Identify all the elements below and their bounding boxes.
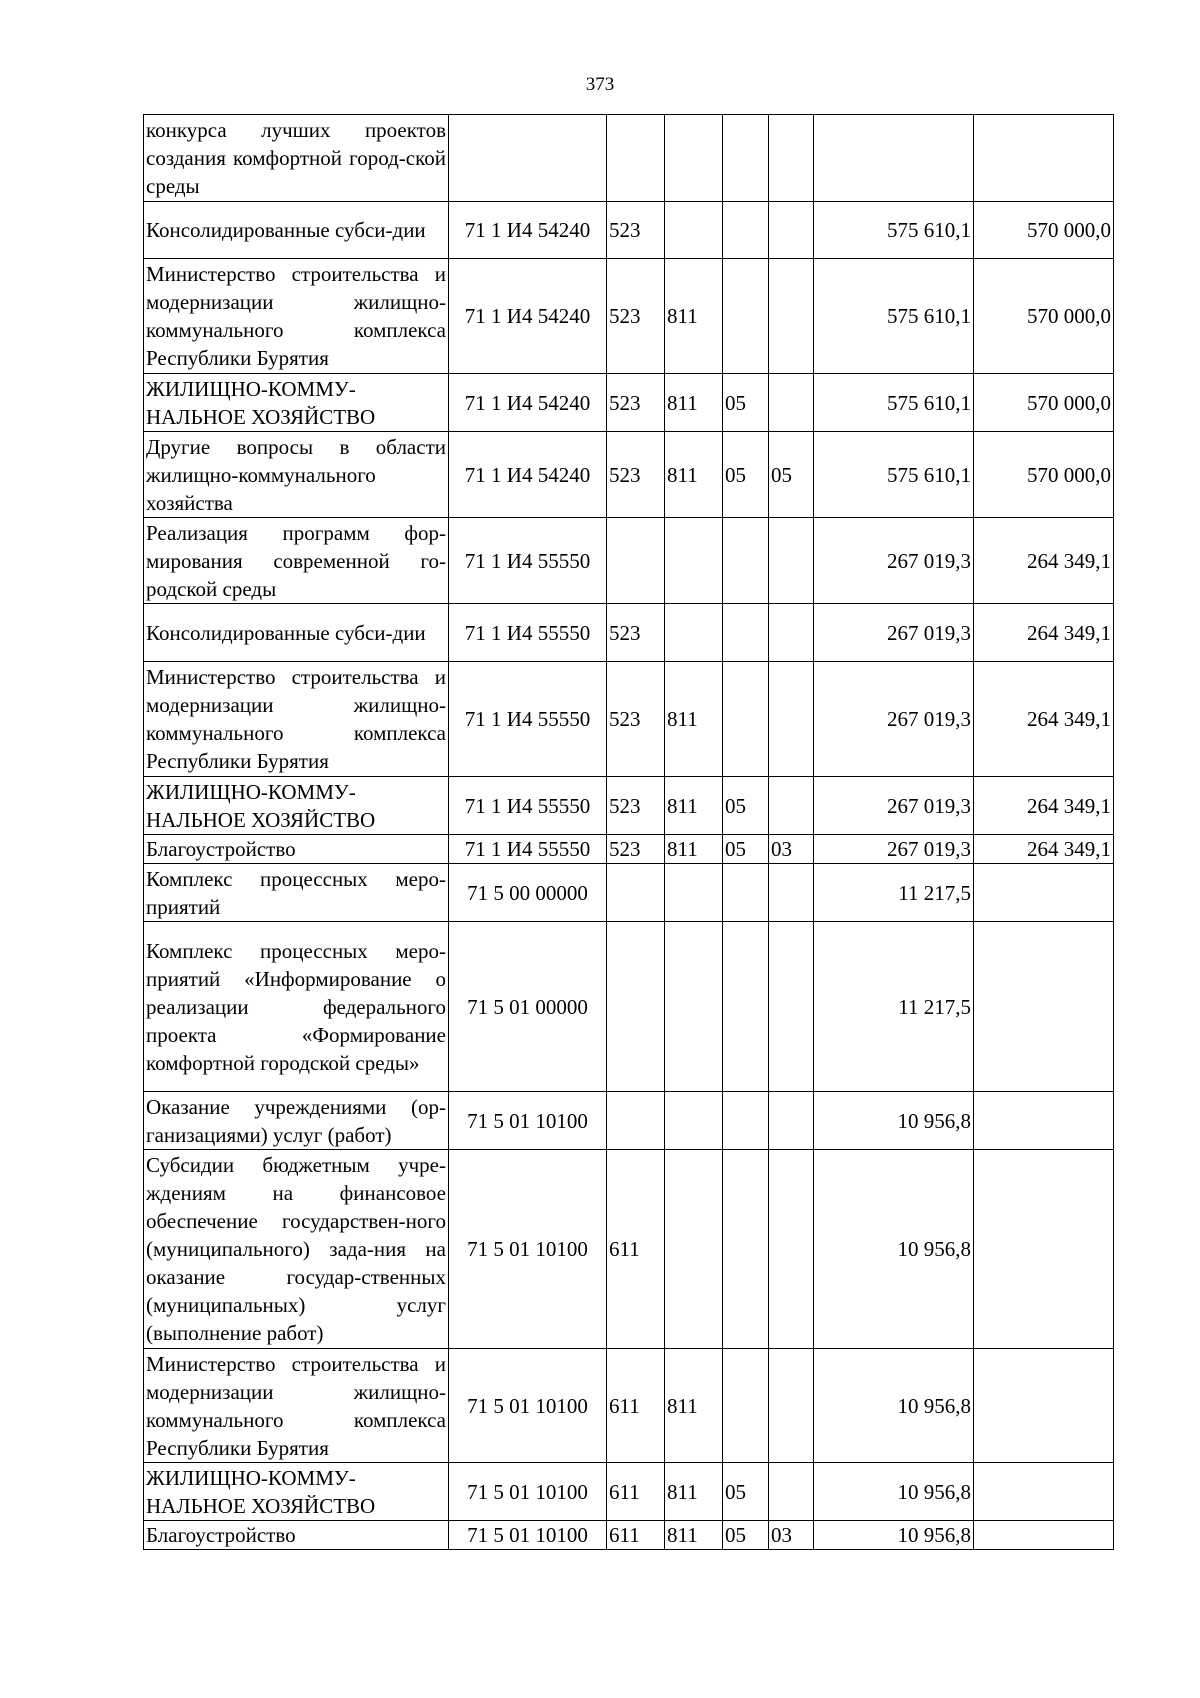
table-row — [144, 202, 1114, 259]
row-subsection — [769, 1150, 814, 1349]
row-administrator-code — [665, 115, 723, 202]
row-subsection — [769, 115, 814, 202]
row-section — [723, 604, 769, 662]
row-amount-year-2: 570 000,0 — [974, 432, 1114, 518]
table-row — [144, 259, 1114, 374]
row-section — [723, 259, 769, 374]
row-target-code: 71 5 01 10100 — [449, 1463, 607, 1521]
row-section — [723, 1092, 769, 1150]
row-administrator-code — [665, 864, 723, 922]
table-row — [144, 864, 1114, 922]
row-amount-year-1: 10 956,8 — [814, 1521, 974, 1550]
row-section — [723, 662, 769, 777]
row-amount-year-2: 264 349,1 — [974, 777, 1114, 835]
row-amount-year-2: 264 349,1 — [974, 835, 1114, 864]
row-amount-year-1: 267 019,3 — [814, 835, 974, 864]
row-expense-type: 523 — [607, 777, 665, 835]
row-expense-type: 611 — [607, 1463, 665, 1521]
row-amount-year-2 — [974, 1349, 1114, 1463]
row-amount-year-2 — [974, 864, 1114, 922]
row-name: Благоустройство — [144, 835, 449, 864]
row-amount-year-2: 570 000,0 — [974, 374, 1114, 432]
row-name: Министерство строительства и модернизации жилищно-коммунального комплекса Республики Бурятия — [144, 1349, 449, 1463]
row-amount-year-1: 575 610,1 — [814, 374, 974, 432]
row-expense-type: 523 — [607, 604, 665, 662]
row-amount-year-1: 11 217,5 — [814, 922, 974, 1092]
row-expense-type — [607, 864, 665, 922]
row-administrator-code: 811 — [665, 1463, 723, 1521]
row-amount-year-1: 575 610,1 — [814, 432, 974, 518]
table-row — [144, 432, 1114, 518]
row-subsection — [769, 922, 814, 1092]
row-target-code: 71 1 И4 55550 — [449, 777, 607, 835]
row-target-code: 71 5 01 10100 — [449, 1092, 607, 1150]
row-target-code: 71 1 И4 54240 — [449, 374, 607, 432]
table-row — [144, 662, 1114, 777]
row-amount-year-2 — [974, 115, 1114, 202]
row-target-code: 71 1 И4 54240 — [449, 432, 607, 518]
row-section — [723, 1150, 769, 1349]
row-subsection: 03 — [769, 835, 814, 864]
row-amount-year-2 — [974, 1463, 1114, 1521]
row-subsection — [769, 518, 814, 604]
table-row — [144, 1349, 1114, 1463]
row-amount-year-1: 267 019,3 — [814, 518, 974, 604]
row-subsection: 05 — [769, 432, 814, 518]
row-section — [723, 202, 769, 259]
table-row — [144, 518, 1114, 604]
row-amount-year-1: 11 217,5 — [814, 864, 974, 922]
row-target-code: 71 1 И4 55550 — [449, 604, 607, 662]
row-name: ЖИЛИЩНО-КОММУ-НАЛЬНОЕ ХОЗЯЙСТВО — [144, 1463, 449, 1521]
row-target-code: 71 1 И4 54240 — [449, 259, 607, 374]
row-expense-type: 611 — [607, 1150, 665, 1349]
table-row — [144, 374, 1114, 432]
row-section — [723, 922, 769, 1092]
row-administrator-code — [665, 1150, 723, 1349]
row-subsection — [769, 662, 814, 777]
row-amount-year-2: 264 349,1 — [974, 518, 1114, 604]
row-section: 05 — [723, 777, 769, 835]
row-expense-type: 523 — [607, 202, 665, 259]
row-subsection — [769, 1092, 814, 1150]
table-row — [144, 1150, 1114, 1349]
row-administrator-code: 811 — [665, 259, 723, 374]
row-name: Реализация программ фор-мирования современной го-родской среды — [144, 518, 449, 604]
row-amount-year-2: 570 000,0 — [974, 202, 1114, 259]
row-expense-type — [607, 922, 665, 1092]
row-amount-year-1: 10 956,8 — [814, 1349, 974, 1463]
table-row — [144, 1092, 1114, 1150]
table-row — [144, 777, 1114, 835]
row-amount-year-2: 264 349,1 — [974, 604, 1114, 662]
row-subsection — [769, 1463, 814, 1521]
row-administrator-code: 811 — [665, 662, 723, 777]
row-name: Оказание учреждениями (ор-ганизациями) услуг (работ) — [144, 1092, 449, 1150]
row-expense-type: 523 — [607, 432, 665, 518]
row-target-code: 71 5 01 10100 — [449, 1521, 607, 1550]
row-amount-year-2 — [974, 1521, 1114, 1550]
table-row — [144, 1463, 1114, 1521]
table-row — [144, 115, 1114, 202]
row-amount-year-1: 575 610,1 — [814, 259, 974, 374]
row-name: конкурса лучших проектов создания комфортной город-ской среды — [144, 115, 449, 202]
row-amount-year-1 — [814, 115, 974, 202]
row-expense-type: 523 — [607, 662, 665, 777]
row-administrator-code — [665, 1092, 723, 1150]
row-name: Благоустройство — [144, 1521, 449, 1550]
row-administrator-code: 811 — [665, 432, 723, 518]
row-amount-year-1: 267 019,3 — [814, 777, 974, 835]
row-target-code: 71 1 И4 55550 — [449, 518, 607, 604]
row-subsection — [769, 1349, 814, 1463]
row-amount-year-1: 267 019,3 — [814, 662, 974, 777]
row-amount-year-1: 10 956,8 — [814, 1463, 974, 1521]
row-amount-year-2: 570 000,0 — [974, 259, 1114, 374]
row-target-code: 71 1 И4 54240 — [449, 202, 607, 259]
row-section — [723, 115, 769, 202]
row-subsection — [769, 259, 814, 374]
row-section: 05 — [723, 374, 769, 432]
row-administrator-code — [665, 922, 723, 1092]
page-number: 373 — [585, 74, 615, 95]
row-name: Субсидии бюджетным учре-ждениям на финансовое обеспечение государствен-ного (муниципального) зада-ния на оказание государ-ственных (муниципальных) услуг (выполнение работ) — [144, 1150, 449, 1349]
row-name: Министерство строительства и модернизации жилищно-коммунального комплекса Республики Бурятия — [144, 259, 449, 374]
table-row — [144, 1521, 1114, 1550]
row-administrator-code — [665, 518, 723, 604]
row-subsection: 03 — [769, 1521, 814, 1550]
row-subsection — [769, 864, 814, 922]
row-amount-year-1: 267 019,3 — [814, 604, 974, 662]
row-target-code: 71 5 01 10100 — [449, 1150, 607, 1349]
row-administrator-code: 811 — [665, 835, 723, 864]
row-expense-type — [607, 518, 665, 604]
row-subsection — [769, 374, 814, 432]
row-section — [723, 864, 769, 922]
row-administrator-code — [665, 604, 723, 662]
row-amount-year-2 — [974, 922, 1114, 1092]
row-subsection — [769, 202, 814, 259]
row-target-code: 71 5 01 00000 — [449, 922, 607, 1092]
row-amount-year-2: 264 349,1 — [974, 662, 1114, 777]
row-section: 05 — [723, 1521, 769, 1550]
row-target-code: 71 5 00 00000 — [449, 864, 607, 922]
row-expense-type — [607, 115, 665, 202]
table-row — [144, 604, 1114, 662]
row-section: 05 — [723, 432, 769, 518]
row-name: ЖИЛИЩНО-КОММУ-НАЛЬНОЕ ХОЗЯЙСТВО — [144, 374, 449, 432]
row-name: Комплекс процессных меро-приятий — [144, 864, 449, 922]
row-target-code — [449, 115, 607, 202]
row-name: ЖИЛИЩНО-КОММУ-НАЛЬНОЕ ХОЗЯЙСТВО — [144, 777, 449, 835]
table-row — [144, 922, 1114, 1092]
row-subsection — [769, 604, 814, 662]
row-section: 05 — [723, 835, 769, 864]
row-section — [723, 1349, 769, 1463]
row-amount-year-2 — [974, 1150, 1114, 1349]
row-administrator-code: 811 — [665, 777, 723, 835]
row-target-code: 71 1 И4 55550 — [449, 662, 607, 777]
row-subsection — [769, 777, 814, 835]
row-expense-type: 523 — [607, 835, 665, 864]
row-section: 05 — [723, 1463, 769, 1521]
row-amount-year-2 — [974, 1092, 1114, 1150]
row-amount-year-1: 10 956,8 — [814, 1150, 974, 1349]
row-administrator-code: 811 — [665, 1349, 723, 1463]
row-amount-year-1: 575 610,1 — [814, 202, 974, 259]
row-target-code: 71 1 И4 55550 — [449, 835, 607, 864]
table-row — [144, 835, 1114, 864]
row-expense-type: 523 — [607, 259, 665, 374]
row-name: Министерство строительства и модернизации жилищно-коммунального комплекса Республики Бурятия — [144, 662, 449, 777]
row-amount-year-1: 10 956,8 — [814, 1092, 974, 1150]
row-name: Другие вопросы в области жилищно-коммунального хозяйства — [144, 432, 449, 518]
row-expense-type: 611 — [607, 1349, 665, 1463]
row-section — [723, 518, 769, 604]
row-administrator-code: 811 — [665, 374, 723, 432]
row-administrator-code — [665, 202, 723, 259]
row-name: Консолидированные субси-дии — [144, 202, 449, 259]
row-expense-type: 523 — [607, 374, 665, 432]
row-name: Консолидированные субси-дии — [144, 604, 449, 662]
row-name: Комплекс процессных меро-приятий «Информирование о реализации федерального проекта «Формирование комфортной городской среды» — [144, 922, 449, 1092]
row-administrator-code: 811 — [665, 1521, 723, 1550]
row-expense-type — [607, 1092, 665, 1150]
row-expense-type: 611 — [607, 1521, 665, 1550]
row-target-code: 71 5 01 10100 — [449, 1349, 607, 1463]
budget-table — [143, 114, 1114, 1550]
